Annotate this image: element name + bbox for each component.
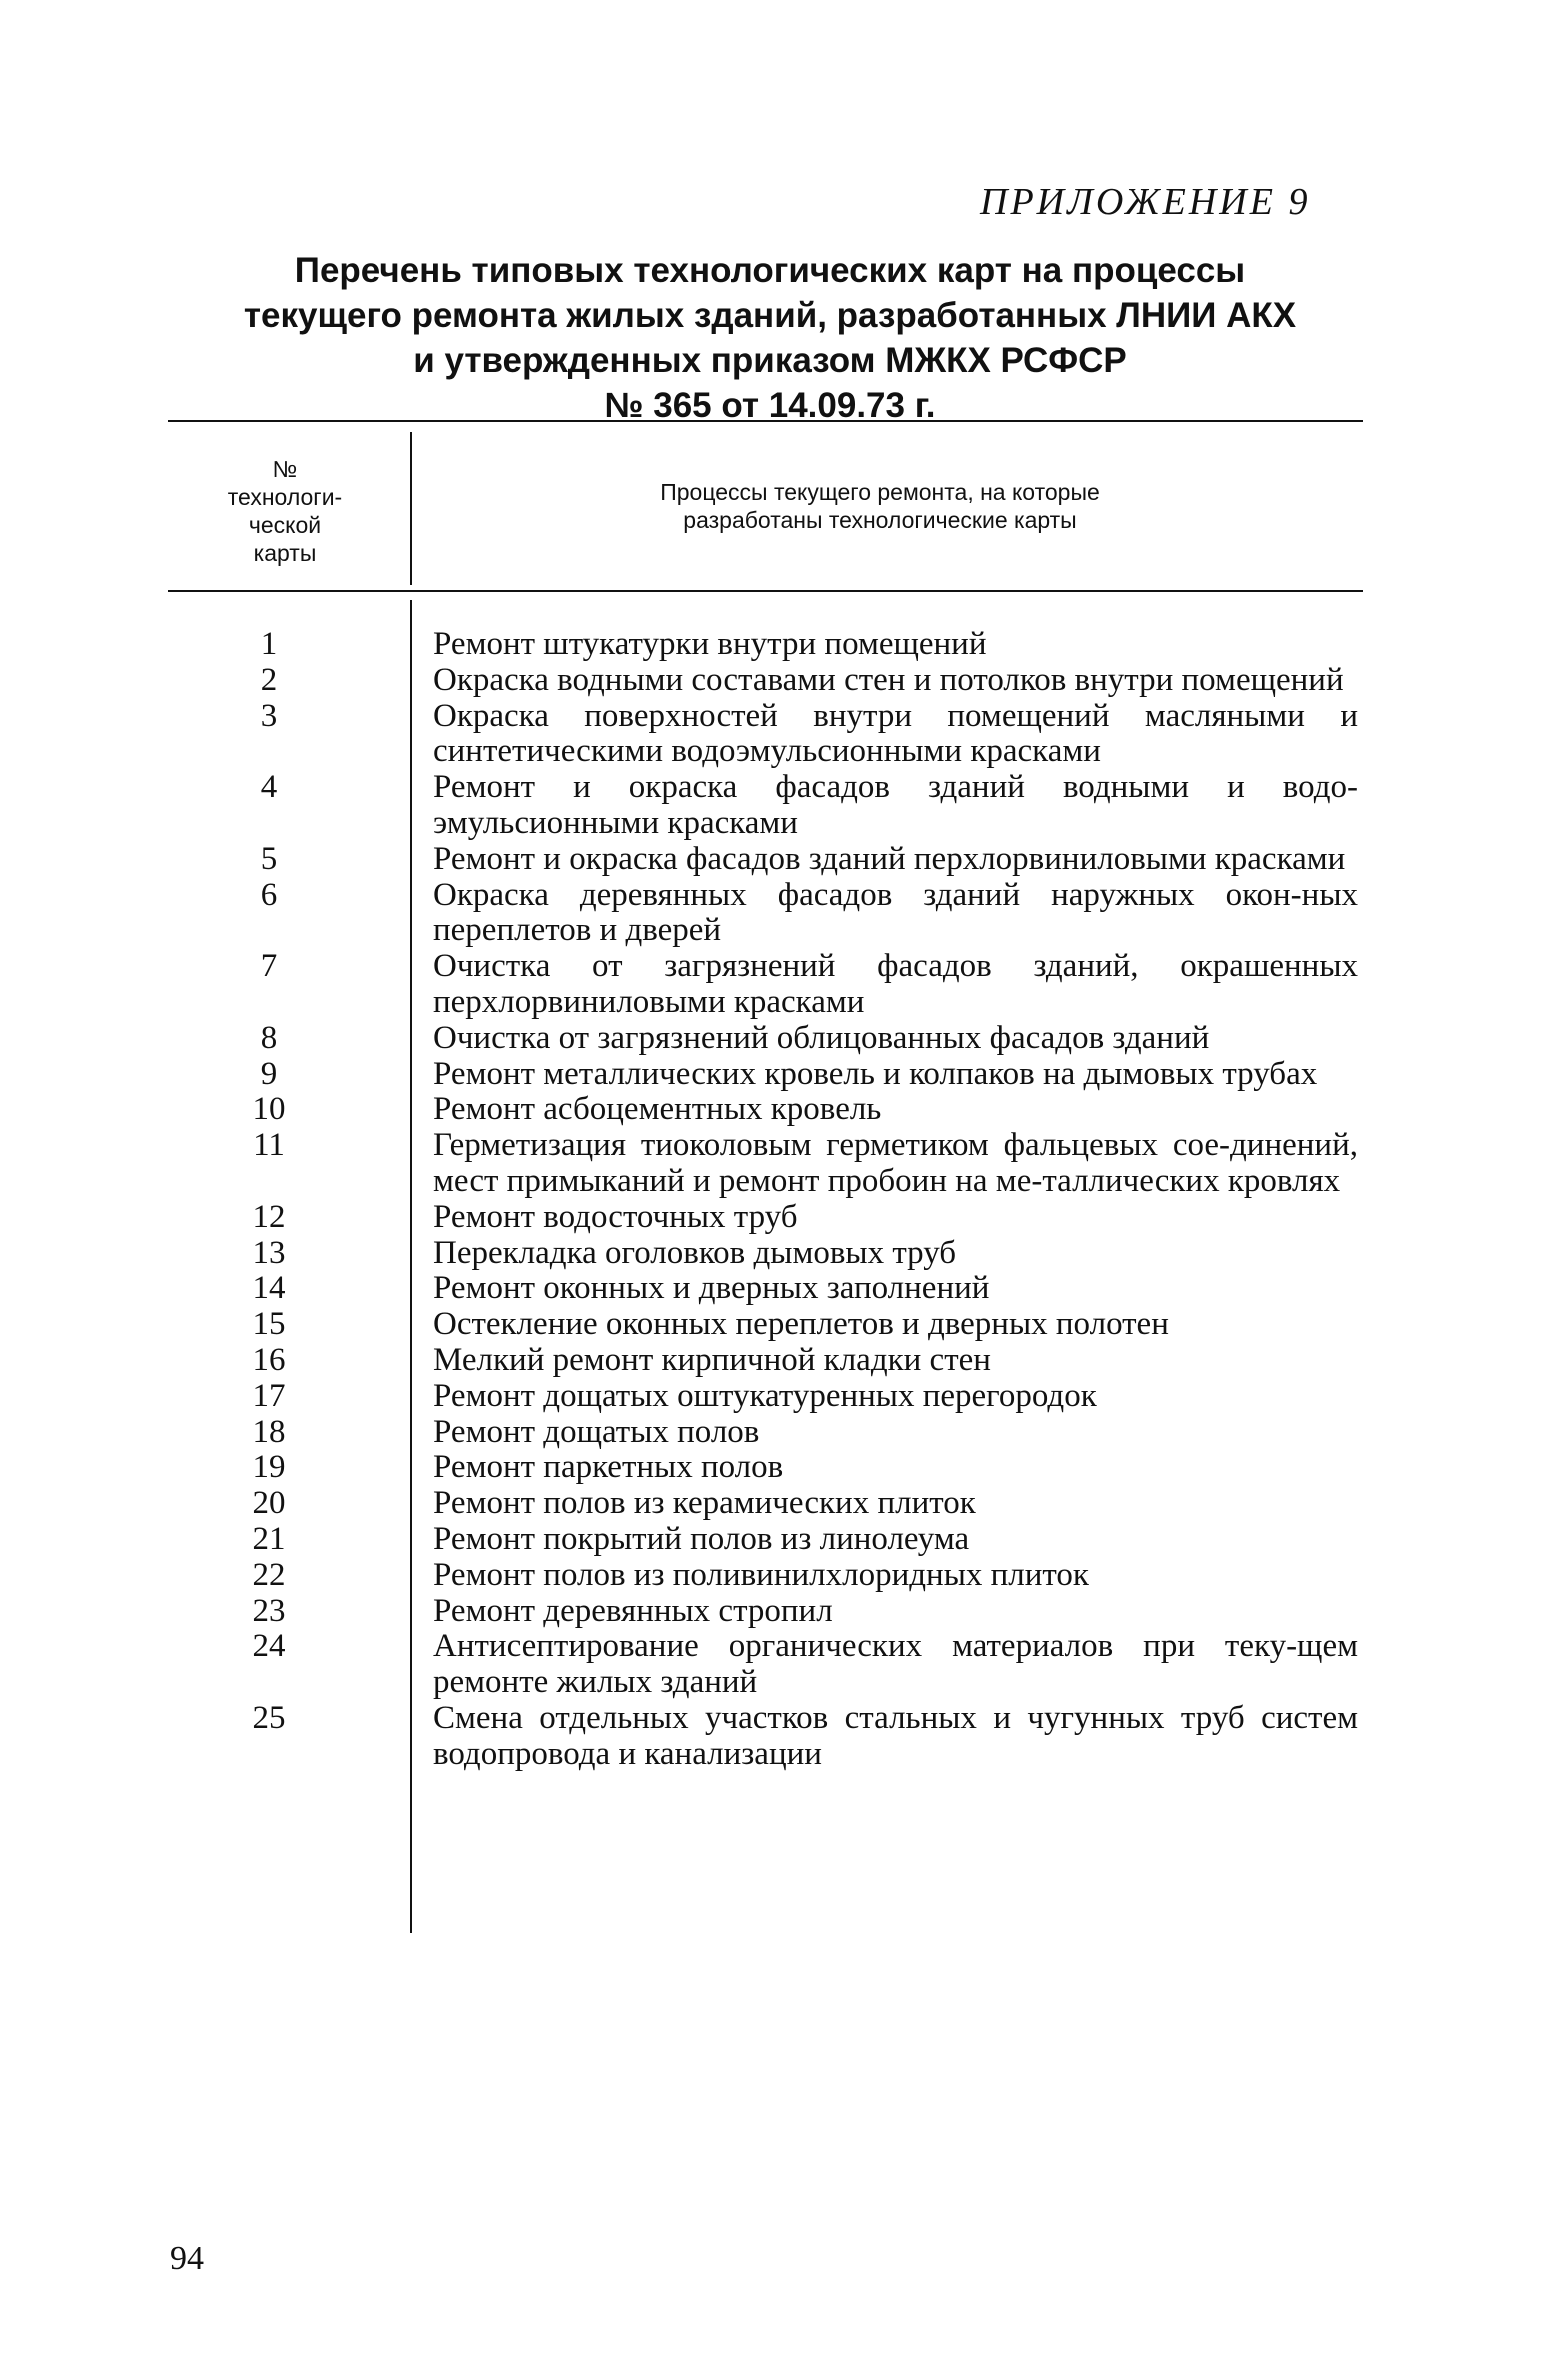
card-number: 19 bbox=[252, 1449, 286, 1486]
table-row bbox=[168, 878, 1363, 950]
card-number: 20 bbox=[252, 1485, 286, 1522]
table-row bbox=[168, 627, 1363, 663]
table-row bbox=[168, 1128, 1363, 1200]
card-number: 24 bbox=[252, 1628, 286, 1665]
table-row bbox=[168, 1486, 1363, 1522]
header-line: ческой bbox=[248, 512, 322, 538]
column-header-processes bbox=[430, 478, 1330, 534]
title-line: текущего ремонта жилых зданий, разработанных ЛНИИ АКХ bbox=[243, 296, 1297, 335]
card-number: 8 bbox=[260, 1019, 278, 1056]
table-row bbox=[168, 1271, 1363, 1307]
process-description: Ремонт дощатых полов bbox=[433, 1413, 760, 1450]
process-description: Остекление оконных переплетов и дверных полотен bbox=[433, 1306, 1169, 1343]
process-description: Ремонт металлических кровель и колпаков на дымовых трубах bbox=[433, 1055, 1318, 1092]
header-column-divider bbox=[410, 432, 412, 585]
process-description: Ремонт оконных и дверных заполнений bbox=[433, 1270, 990, 1307]
card-number: 18 bbox=[252, 1413, 286, 1450]
card-number: 16 bbox=[252, 1341, 286, 1378]
table-row bbox=[168, 1057, 1363, 1093]
process-description: Ремонт асбоцементных кровель bbox=[433, 1091, 882, 1128]
process-description: Ремонт паркетных полов bbox=[433, 1449, 784, 1486]
table-row bbox=[168, 1558, 1363, 1594]
process-description: Ремонт полов из керамических плиток bbox=[433, 1485, 976, 1522]
card-number: 23 bbox=[252, 1592, 286, 1629]
process-description: Окраска деревянных фасадов зданий наружных окон-ных переплетов и дверей bbox=[433, 876, 1358, 949]
process-description: Перекладка оголовков дымовых труб bbox=[433, 1234, 957, 1271]
card-number: 11 bbox=[253, 1127, 285, 1164]
process-description: Очистка от загрязнений фасадов зданий, окрашенных перхлорвиниловыми красками bbox=[433, 948, 1358, 1020]
card-number: 9 bbox=[260, 1055, 278, 1092]
process-description: Очистка от загрязнений облицованных фасадов зданий bbox=[433, 1019, 1210, 1056]
appendix-label: ПРИЛОЖЕНИЕ 9 bbox=[980, 181, 1311, 223]
card-number: 21 bbox=[252, 1520, 286, 1557]
process-description: Ремонт и окраска фасадов зданий перхлорвиниловыми красками bbox=[433, 840, 1346, 877]
header-line: технологи- bbox=[227, 484, 343, 510]
card-number: 1 bbox=[260, 626, 278, 662]
process-description: Ремонт и окраска фасадов зданий водными и водо-эмульсионными красками bbox=[433, 769, 1358, 841]
card-number: 2 bbox=[260, 661, 278, 698]
card-number: 6 bbox=[260, 876, 278, 913]
card-number: 14 bbox=[252, 1270, 286, 1307]
card-number: 10 bbox=[252, 1091, 286, 1128]
header-line: карты bbox=[253, 540, 317, 566]
card-number: 15 bbox=[252, 1306, 286, 1343]
process-description: Мелкий ремонт кирпичной кладки стен bbox=[433, 1341, 991, 1378]
card-number: 17 bbox=[252, 1377, 286, 1414]
table-row bbox=[168, 949, 1363, 1021]
card-number: 3 bbox=[260, 697, 278, 734]
card-number: 12 bbox=[252, 1198, 286, 1235]
table-row bbox=[168, 1594, 1363, 1630]
header-line: № bbox=[272, 456, 298, 482]
card-number: 5 bbox=[260, 840, 278, 877]
title-line: и утвержденных приказом МЖКХ РСФСР bbox=[413, 341, 1127, 380]
table-row bbox=[168, 1450, 1363, 1486]
table-row bbox=[168, 842, 1363, 878]
title-line: Перечень типовых технологических карт на процессы bbox=[294, 251, 1246, 290]
card-number: 13 bbox=[252, 1234, 286, 1271]
document-title bbox=[165, 248, 1375, 428]
table-row bbox=[168, 1307, 1363, 1343]
card-number: 4 bbox=[260, 769, 278, 806]
card-number: 7 bbox=[260, 948, 278, 985]
process-description: Окраска поверхностей внутри помещений масляными и синтетическими водоэмульсионными красками bbox=[433, 697, 1358, 770]
process-description: Герметизация тиоколовым герметиком фальцевых сое-динений, мест примыканий и ремонт пробоин на ме-таллических кровлях bbox=[433, 1127, 1358, 1199]
column-header-card-number bbox=[190, 455, 380, 567]
process-description: Ремонт деревянных стропил bbox=[433, 1592, 833, 1629]
table-row bbox=[168, 1701, 1363, 1773]
process-description: Ремонт штукатурки внутри помещений bbox=[433, 626, 987, 662]
process-description: Ремонт покрытий полов из линолеума bbox=[433, 1520, 970, 1557]
process-description: Ремонт полов из поливинилхлоридных плиток bbox=[433, 1556, 1089, 1593]
card-number: 22 bbox=[252, 1556, 286, 1593]
table-top-rule bbox=[168, 420, 1363, 422]
header-line: Процессы текущего ремонта, на которые bbox=[660, 479, 1100, 505]
process-description: Смена отдельных участков стальных и чугунных труб систем водопровода и канализации bbox=[433, 1699, 1358, 1772]
process-table-body bbox=[168, 627, 1363, 1773]
table-row bbox=[168, 1522, 1363, 1558]
process-description: Ремонт водосточных труб bbox=[433, 1198, 798, 1235]
table-row bbox=[168, 1379, 1363, 1415]
process-description: Окраска водными составами стен и потолков внутри помещений bbox=[433, 661, 1344, 698]
process-description: Антисептирование органических материалов при теку-щем ремонте жилых зданий bbox=[433, 1628, 1358, 1701]
table-row bbox=[168, 770, 1363, 842]
table-row bbox=[168, 1629, 1363, 1701]
table-row bbox=[168, 1021, 1363, 1057]
table-row bbox=[168, 699, 1363, 771]
header-line: разработаны технологические карты bbox=[683, 507, 1077, 533]
card-number: 25 bbox=[252, 1699, 286, 1736]
process-description: Ремонт дощатых оштукатуренных перегородок bbox=[433, 1377, 1097, 1414]
table-row bbox=[168, 663, 1363, 699]
title-line: № 365 от 14.09.73 г. bbox=[604, 386, 936, 425]
table-row bbox=[168, 1415, 1363, 1451]
header-bottom-rule bbox=[168, 590, 1363, 592]
table-row bbox=[168, 1092, 1363, 1128]
table-row bbox=[168, 1200, 1363, 1236]
page-number: 94 bbox=[170, 2240, 204, 2277]
table-row bbox=[168, 1343, 1363, 1379]
table-row bbox=[168, 1236, 1363, 1272]
